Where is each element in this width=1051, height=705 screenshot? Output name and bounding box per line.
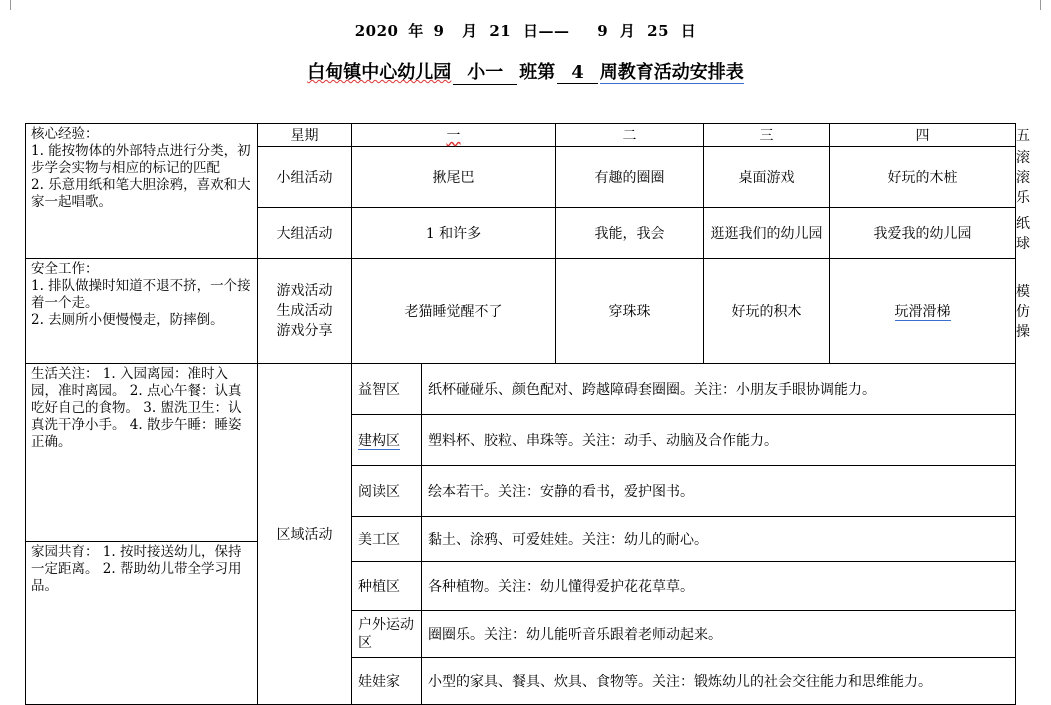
games-thu — [830, 259, 1016, 364]
zone-name: 益智区 — [352, 364, 422, 415]
year-char: 年 — [408, 22, 424, 40]
week-suffix: 周教育活动安排表 — [599, 62, 744, 83]
large-group-label: 大组活动 — [258, 208, 352, 259]
crop-mark-right — [1040, 0, 1041, 10]
class-name: 小一 — [453, 58, 517, 85]
large-group-mon: 1 和许多 — [352, 208, 556, 259]
zone-description: 各种植物。关注：幼儿懂得爱护花花草草。 — [422, 562, 1016, 611]
large-group-row: 大组活动 1 和许多 我能，我会 逛逛我们的幼儿园 我爱我的幼儿园 纸球 — [26, 208, 1016, 259]
zone-name: 户外运动区 — [352, 611, 422, 658]
games-wed: 好玩的积木 — [704, 259, 830, 364]
zone-name: 种植区 — [352, 562, 422, 611]
small-group-thu: 好玩的木桩 — [830, 147, 1016, 208]
core-experience-cell — [26, 124, 258, 259]
day-char: 日—— — [522, 22, 570, 40]
games-label — [258, 259, 352, 364]
zone-name — [352, 415, 422, 466]
zone-description: 圈圈乐。关注：幼儿能听音乐跟着老师动起来。 — [422, 611, 1016, 658]
games-label-line: 游戏分享 — [276, 323, 333, 340]
safety-item: 2. 去厕所小便慢慢走，防摔倒。 — [31, 311, 224, 328]
day-monday: 一 — [352, 124, 556, 147]
schedule-table — [25, 123, 1030, 705]
zone-name: 娃娃家 — [352, 658, 422, 705]
start-year: 2020 — [354, 22, 399, 40]
games-tue: 穿珠珠 — [556, 259, 704, 364]
zone-row — [26, 364, 1016, 415]
small-group-mon: 揪尾巴 — [352, 147, 556, 208]
zone-description: 小型的家具、餐具、炊具、食物等。关注：锻炼幼儿的社会交往能力和思维能力。 — [422, 658, 1016, 705]
day-wednesday: 三 — [704, 124, 830, 147]
day-tuesday: 二 — [556, 124, 704, 147]
class-suffix: 班第 — [519, 62, 556, 83]
zone-description: 绘本若干。关注：安静的看书，爱护图书。 — [422, 466, 1016, 517]
games-row: 安全工作： 1. 排队做操时知道不退不挤，一个接着一个走。 2. 去厕所小便慢慢走，防摔倒。 游戏活动 生成活动 游戏分享 老猫睡觉醒不了 穿珠珠 好玩的积木 玩滑滑梯 模仿操 — [26, 259, 1016, 364]
life-care-section — [26, 364, 257, 542]
core-heading: 核心经验： — [31, 126, 99, 142]
week-number: 4 — [557, 62, 598, 84]
start-month: 9 — [433, 22, 445, 40]
home-item: 2. 帮助幼儿带全学习用品。 — [31, 560, 242, 594]
safety-cell — [26, 259, 258, 364]
day-thursday: 四 — [830, 124, 1016, 147]
large-group-wed: 逛逛我们的幼儿园 — [704, 208, 830, 259]
zone-description: 纸杯碰碰乐、颜色配对、跨越障碍套圈圈。关注：小朋友手眼协调能力。 — [422, 364, 1016, 415]
zones-label: 区域活动 — [258, 364, 352, 705]
weekday-row: 核心经验： 1. 能按物体的外部特点进行分类，初步学会实物与相应的标记的匹配 2. 乐意用纸和笔大胆涂鸦，喜欢和大家一起唱歌。 星期 一 二 三 四 五 — [26, 124, 1016, 147]
safety-heading: 安全工作： — [31, 261, 99, 277]
weekday-label: 星期 — [258, 124, 352, 147]
end-day-char: 日 — [680, 22, 697, 40]
zone-description: 黏土、涂鸦、可爱娃娃。关注：幼儿的耐心。 — [422, 517, 1016, 562]
start-day: 21 — [489, 22, 512, 40]
home-school-section — [26, 542, 257, 595]
games-mon: 老猫睡觉醒不了 — [352, 259, 556, 364]
games-label-line: 生成活动 — [276, 302, 333, 319]
core-item: 1. 能按物体的外部特点进行分类，初步学会实物与相应的标记的匹配 — [31, 142, 251, 176]
life-item: 4. 散步午睡：睡姿正确。 — [31, 416, 242, 450]
crop-mark-left — [10, 0, 11, 10]
life-home-cell — [26, 364, 258, 705]
date-range — [0, 20, 1051, 41]
life-item: 2. 点心午餐：认真吃好自己的食物。 — [31, 382, 242, 416]
games-thu-text: 玩滑滑梯 — [894, 304, 951, 320]
end-month: 9 — [597, 22, 609, 40]
home-item: 1. 按时接送幼儿，保持一定距离。 — [31, 544, 242, 577]
small-group-tue: 有趣的圈圈 — [556, 147, 704, 208]
school-name: 白甸镇中心幼儿园 — [307, 62, 452, 83]
large-group-thu: 我爱我的幼儿园 — [830, 208, 1016, 259]
life-item: 3. 盥洗卫生：认真洗干净小手。 — [31, 399, 242, 433]
games-label-line: 游戏活动 — [276, 282, 333, 299]
end-day: 25 — [647, 22, 670, 40]
large-group-tue: 我能，我会 — [556, 208, 704, 259]
zone-name: 阅读区 — [352, 466, 422, 517]
zone-name: 美工区 — [352, 517, 422, 562]
page-title — [0, 58, 1051, 85]
small-group-wed: 桌面游戏 — [704, 147, 830, 208]
core-item: 2. 乐意用纸和笔大胆涂鸦，喜欢和大家一起唱歌。 — [31, 176, 251, 210]
life-item: 1. 入园离园：准时入园，准时离园。 — [31, 366, 228, 399]
home-heading: 家园共育： — [31, 544, 99, 560]
small-group-row: 小组活动 揪尾巴 有趣的圈圈 桌面游戏 好玩的木桩 滚滚乐 — [26, 147, 1016, 208]
small-group-label: 小组活动 — [258, 147, 352, 208]
safety-item: 1. 排队做操时知道不退不挤，一个接着一个走。 — [31, 277, 251, 311]
end-month-char: 月 — [619, 22, 636, 40]
month-char: 月 — [462, 22, 478, 40]
zone-name-text: 建构区 — [358, 433, 400, 449]
zone-description: 塑料杯、胶粒、串珠等。关注：动手、动脑及合作能力。 — [422, 415, 1016, 466]
life-heading: 生活关注： — [31, 366, 99, 382]
